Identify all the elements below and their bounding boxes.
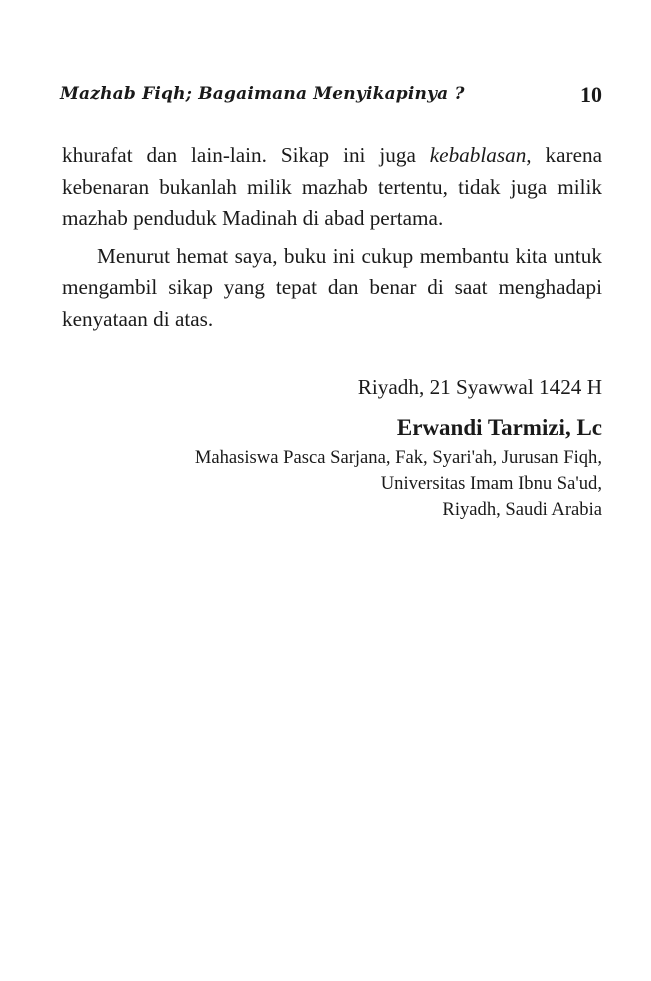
- affiliation-line-2: Universitas Imam Ibnu Sa'ud,: [380, 473, 602, 494]
- signature-block: [195, 372, 602, 522]
- place-date: Riyadh, 21 Syawwal 1424 H: [357, 375, 602, 399]
- author-name: Erwandi Tarmizi, Lc: [396, 415, 602, 440]
- body-text: [62, 140, 602, 335]
- page-header: [60, 84, 602, 114]
- paragraph-1-start: khurafat dan lain-lain. Sikap ini juga: [62, 143, 430, 167]
- paragraph-1-end: karena kebenaran bukanlah milik mazhab tertentu, tidak juga milik mazhab penduduk Madinah di abad pertama.: [62, 143, 602, 230]
- affiliation-line-3: Riyadh, Saudi Arabia: [442, 499, 602, 520]
- affiliation-line-1: Mahasiswa Pasca Sarjana, Fak, Syari'ah, Jurusan Fiqh,: [194, 447, 602, 468]
- paragraph-1-emphasis: kebablasan,: [429, 143, 532, 167]
- paragraph-1: [62, 140, 602, 235]
- page-number: 10: [580, 82, 602, 107]
- running-title: Mazhab Fiqh; Bagaimana Menyikapinya ?: [60, 84, 465, 104]
- paragraph-2: Menurut hemat saya, buku ini cukup membantu kita untuk mengambil sikap yang tepat dan benar di saat menghadapi kenyataan di atas.: [62, 243, 602, 331]
